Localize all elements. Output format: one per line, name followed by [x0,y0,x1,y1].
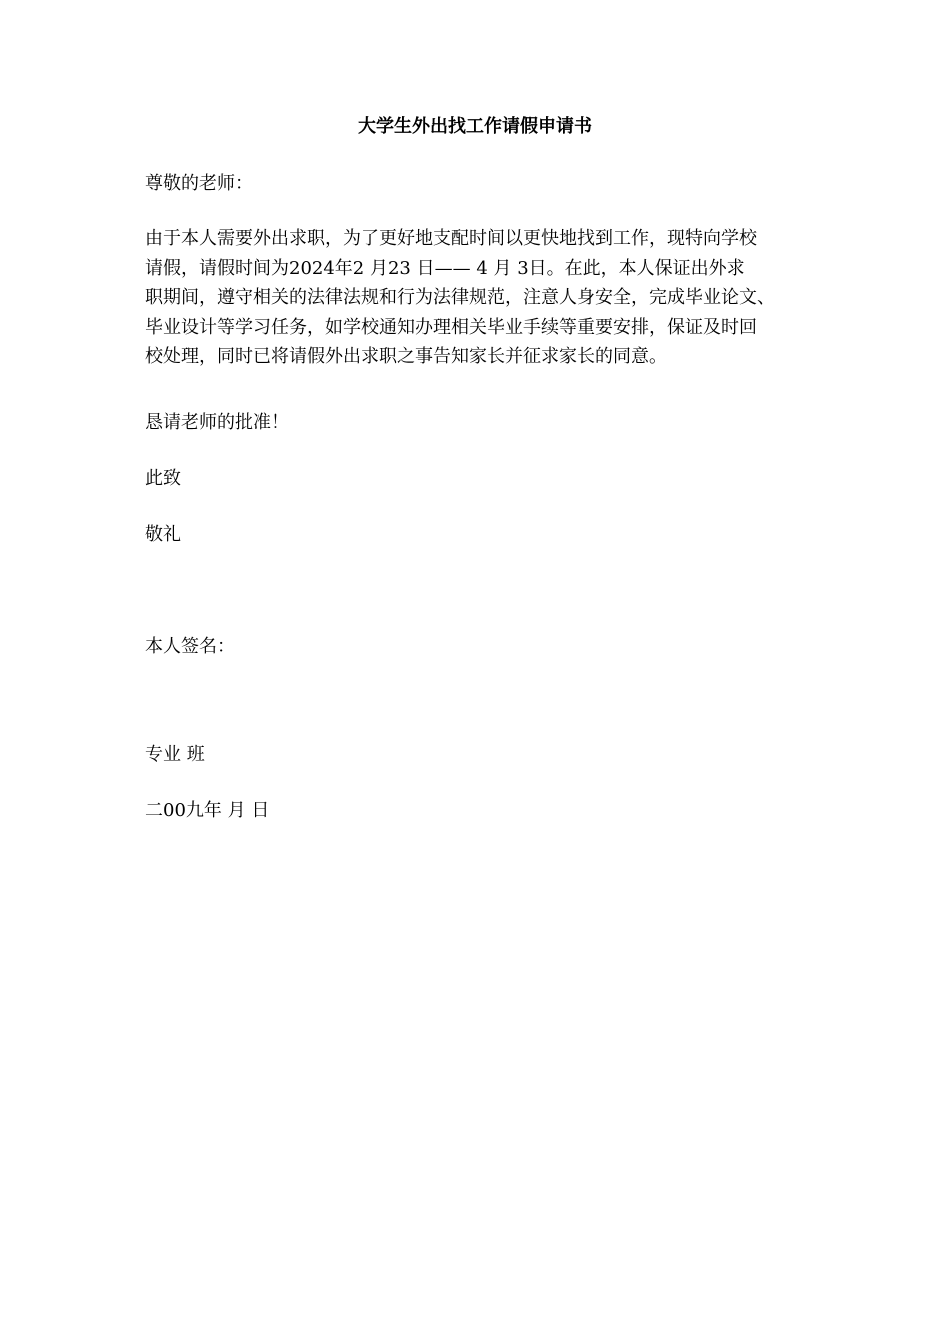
body-line: 校处理，同时已将请假外出求职之事告知家长并征求家长的同意。 [145,346,667,367]
signature-label: 本人签名： [145,636,235,657]
major-class-line: 专业 班 [145,744,205,765]
document-title: 大学生外出找工作请假申请书 [358,116,592,137]
closing-line-1: 此致 [145,468,181,489]
approval-request: 恳请老师的批准！ [145,412,289,433]
body-line: 请假，请假时间为2024年2 月23 日—— 4 月 3日。在此，本人保证出外求 [145,257,745,279]
date-line: 二00九年 月 日 [145,800,270,821]
salutation: 尊敬的老师： [145,173,253,194]
body-line: 职期间，遵守相关的法律法规和行为法律规范，注意人身安全，完成毕业论文、 [145,287,775,308]
body-line: 毕业设计等学习任务，如学校通知办理相关毕业手续等重要安排，保证及时回 [145,316,757,338]
body-line: 由于本人需要外出求职，为了更好地支配时间以更快地找到工作，现特向学校 [145,228,757,249]
body-paragraph [145,226,805,374]
closing-line-2: 敬礼 [145,524,181,545]
